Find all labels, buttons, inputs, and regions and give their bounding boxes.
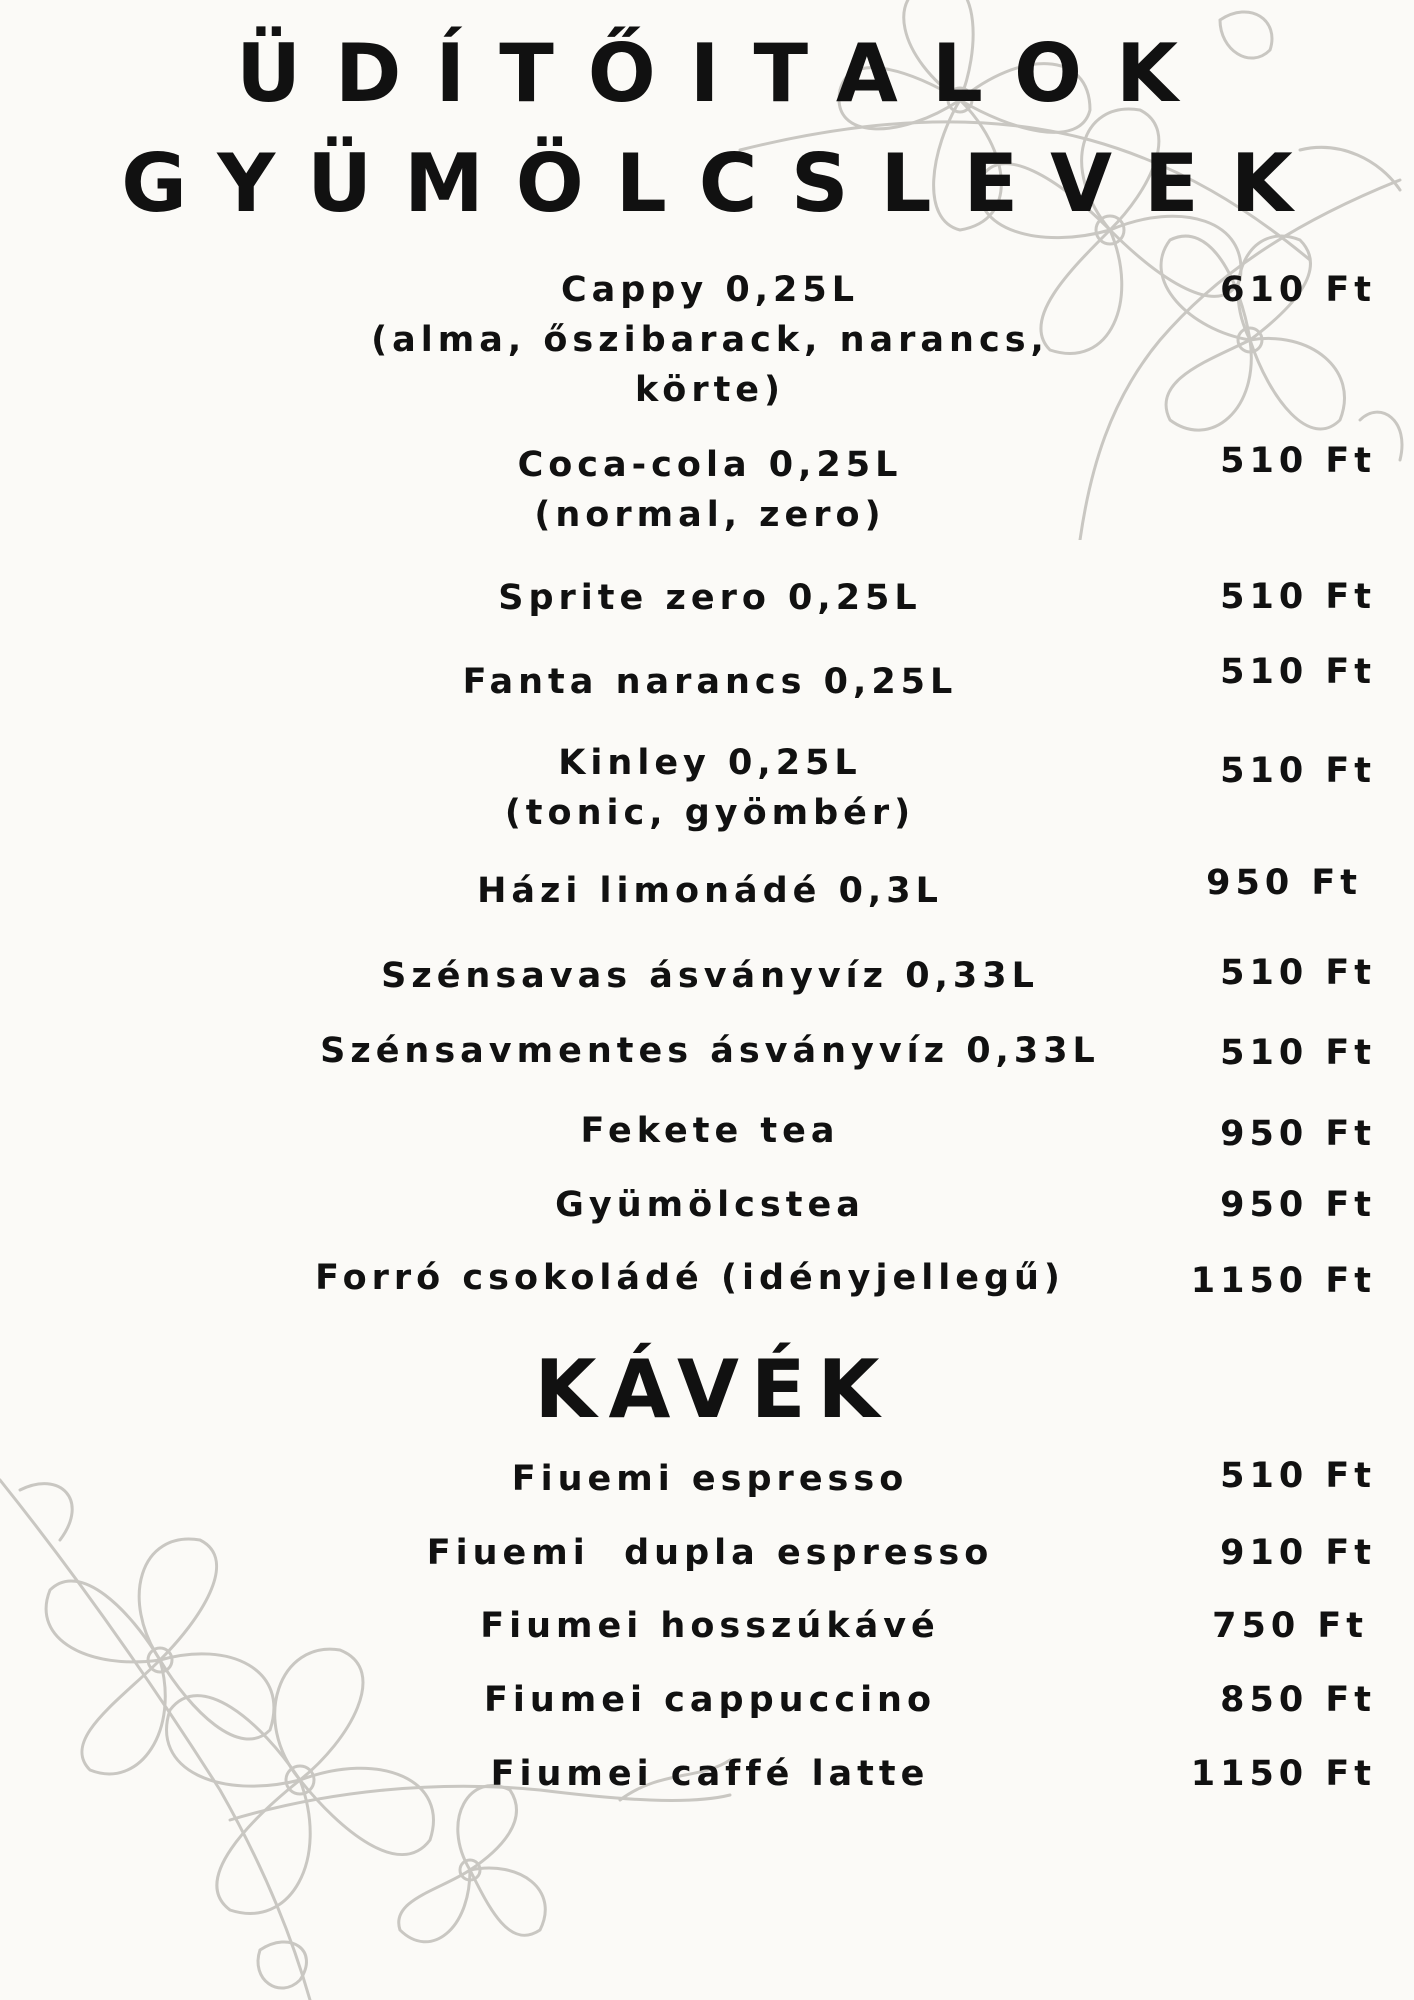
menu-item-name-line: Fiumei hosszúkávé: [480, 1606, 940, 1646]
menu-item-name: [270, 1253, 1110, 1303]
menu-item-price: 950 Ft: [1220, 1185, 1376, 1225]
menu-item-name-line: (alma, őszibarack, narancs,: [371, 320, 1049, 360]
menu-item-name: [290, 1749, 1130, 1799]
menu-item-price: 510 Ft: [1220, 1456, 1376, 1496]
menu-item-name: [290, 1601, 1130, 1651]
menu-item-name: [290, 265, 1130, 415]
menu-item-price: 510 Ft: [1220, 652, 1376, 692]
menu-item-name-line: Házi limonádé 0,3L: [477, 871, 943, 911]
menu-item-name-line: Fiuemi espresso: [511, 1459, 909, 1499]
menu-item-price: 1150 Ft: [1190, 1754, 1376, 1794]
menu-item-name-line: Forró csokoládé (idényjellegű): [315, 1258, 1065, 1298]
section-title-soft-drinks-line-1: ÜDÍTŐITALOK: [236, 27, 1212, 120]
menu-item-price: 510 Ft: [1220, 577, 1376, 617]
menu-item-name: [290, 440, 1130, 540]
menu-item-name-line: (normal, zero): [534, 495, 886, 535]
menu-item-name: [290, 1675, 1130, 1725]
menu-item-price: 510 Ft: [1220, 1033, 1376, 1073]
menu-item-name-line: Cappy 0,25L: [560, 270, 860, 310]
menu-item-name-line: körte): [634, 370, 786, 410]
menu-item-name-line: Coca-cola 0,25L: [517, 445, 903, 485]
menu-item-name: [290, 738, 1130, 838]
menu-item-name-line: Szénsavmentes ásványvíz 0,33L: [320, 1031, 1100, 1071]
menu-item-price: 1150 Ft: [1190, 1261, 1376, 1301]
menu-item-price: 610 Ft: [1220, 270, 1376, 310]
menu-item-name: [290, 1528, 1130, 1578]
menu-item-name-line: Szénsavas ásványvíz 0,33L: [381, 956, 1039, 996]
menu-item-name: [290, 1180, 1130, 1230]
menu-item-price: 510 Ft: [1220, 441, 1376, 481]
menu-item-name: [290, 573, 1130, 623]
menu-item-price: 950 Ft: [1206, 863, 1362, 903]
menu-item-price: 750 Ft: [1212, 1606, 1368, 1646]
menu-item-name-line: Fiumei caffé latte: [490, 1754, 930, 1794]
menu-item-name-line: Kinley 0,25L: [558, 743, 862, 783]
menu-item-name: [290, 1454, 1130, 1504]
menu-item-price: 510 Ft: [1220, 751, 1376, 791]
menu-item-name: [290, 1106, 1130, 1156]
menu-item-name-line: Gyümölcstea: [555, 1185, 865, 1225]
menu-item-name-line: Fiumei cappuccino: [483, 1680, 937, 1720]
menu-item-name-line: Fekete tea: [580, 1111, 840, 1151]
menu-item-price: 850 Ft: [1220, 1680, 1376, 1720]
menu-item-name: [290, 1026, 1130, 1076]
menu-item-name-line: Fiuemi dupla espresso: [426, 1533, 994, 1573]
menu-item-name-line: Sprite zero 0,25L: [498, 578, 922, 618]
section-title-coffees: KÁVÉK: [534, 1343, 892, 1436]
menu-item-name: [290, 951, 1130, 1001]
section-title-soft-drinks-line-2: GYÜMÖLCSLEVEK: [121, 137, 1325, 230]
menu-item-name-line: (tonic, gyömbér): [504, 793, 916, 833]
menu-item-name: [290, 657, 1130, 707]
menu-item-price: 910 Ft: [1220, 1533, 1376, 1573]
menu-item-price: 510 Ft: [1220, 953, 1376, 993]
menu-item-price: 950 Ft: [1220, 1114, 1376, 1154]
menu-item-name: [290, 866, 1130, 916]
menu-item-name-line: Fanta narancs 0,25L: [462, 662, 958, 702]
